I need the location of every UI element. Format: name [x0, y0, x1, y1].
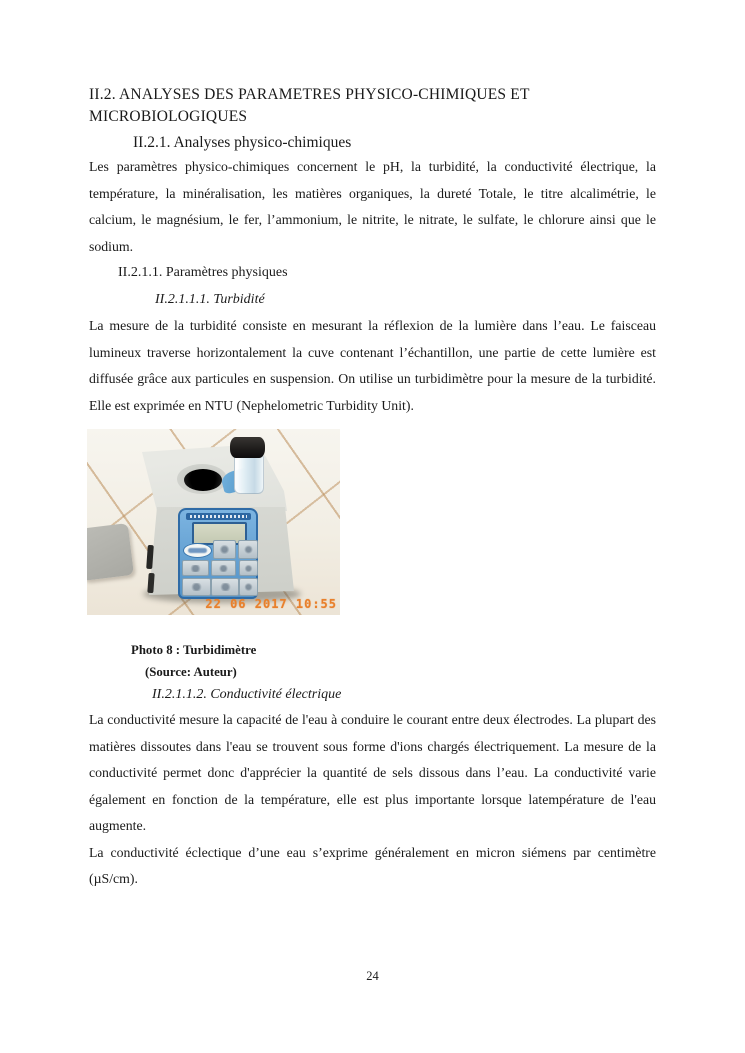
sample-vial: [234, 455, 264, 494]
paragraph-conductivite-2: La conductivité éclectique d’une eau s’exprime généralement en micron siémens par centimètre (µS/cm).: [89, 844, 656, 886]
grey-object: [87, 523, 134, 581]
keypad-button: [239, 578, 258, 596]
keypad-button: [211, 560, 236, 576]
paragraph-conductivite-1: La conductivité mesure la capacité de l'eau à conduire le courant entre deux électrodes. La plupart des matières dissoutes dans l'eau se trouvent sous forme d'ions chargés électriquement. La mesure de la conductivité permet donc d'apprécier la quantité de sels dissous dans l’eau. La conductivité varie également en fonction de la température, elle est plus importante lorsque latempérature de l'eau augmente.: [89, 712, 656, 833]
vial-cap: [230, 437, 265, 458]
turbidimeter-photo: [87, 429, 340, 615]
brand-logo: [183, 543, 212, 558]
keypad-button: [239, 560, 258, 576]
keypad-button: [213, 540, 236, 559]
photo-source: (Source: Auteur): [145, 665, 237, 679]
heading-parametres-physiques: II.2.1.1. Paramètres physiques: [118, 265, 288, 280]
heading-conductivite: II.2.1.1.2. Conductivité électrique: [152, 687, 342, 702]
keypad-button: [211, 578, 239, 596]
panel-title-bar: [186, 513, 251, 520]
control-panel: [178, 508, 258, 599]
photo-caption: Photo 8 : Turbidimètre: [131, 643, 257, 657]
timestamp-overlay: 22 06 2017 10:55: [205, 597, 337, 611]
paragraph-turbidite: La mesure de la turbidité consiste en mesurant la réflexion de la lumière dans l’eau. Le faisceau lumineux traverse horizontalement la cuve contenant l’échantillon, une partie de cette lumière est diffusée grâce aux particules en suspension. On utilise un turbidimètre pour la mesure de la turbidité. Elle est exprimée en NTU (Nephelometric Turbidity Unit).: [89, 318, 656, 413]
keypad-button: [238, 540, 258, 559]
page-number: 24: [366, 969, 379, 983]
sample-well: [184, 469, 222, 491]
paragraph-intro: Les paramètres physico-chimiques concernent le pH, la turbidité, la conductivité électrique, la température, la minéralisation, les matières organiques, la dureté Totale, le titre alcalimétrie, le calcium, le magnésium, le fer, l’ammonium, le nitrite, le nitrate, le sulfate, le chlorure ainsi que le sodium.: [89, 159, 656, 254]
section-heading-sub: II.2.1. Analyses physico-chimiques: [133, 134, 352, 151]
heading-turbidite: II.2.1.1.1. Turbidité: [155, 291, 265, 307]
keypad-button: [182, 578, 211, 596]
keypad-button: [182, 560, 209, 576]
section-heading-main: II.2. ANALYSES DES PARAMETRES PHYSICO-CHIMIQUES ET MICROBIOLOGIQUES: [89, 86, 530, 125]
document-page-content: [89, 84, 656, 893]
